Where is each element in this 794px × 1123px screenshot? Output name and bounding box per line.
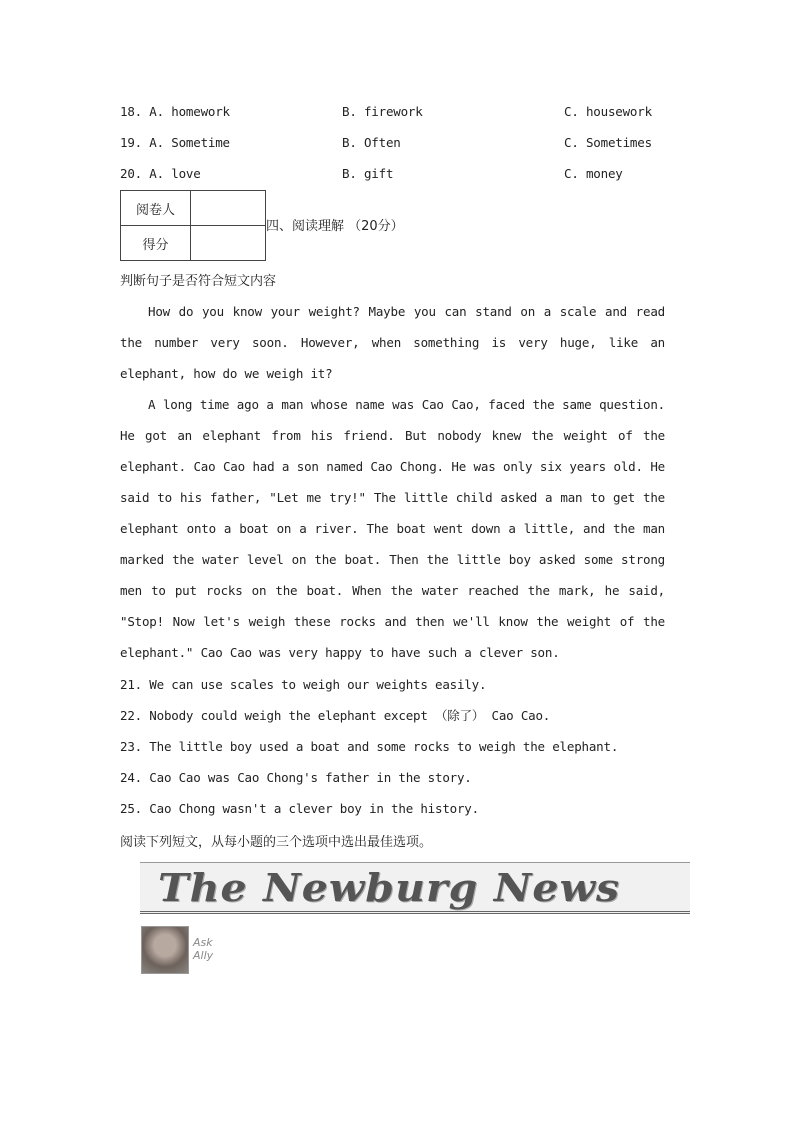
- ask-ally-label: [193, 936, 213, 962]
- option-18-c: C. housework: [564, 104, 652, 119]
- reviewer-label: 阅卷人: [121, 191, 191, 226]
- option-20-a: 20. A. love: [120, 166, 201, 181]
- reviewer-cell: [191, 191, 266, 226]
- ask-ally-line-1: Ask: [193, 936, 213, 949]
- question-23: 23. The little boy used a boat and some rocks to weigh the elephant.: [120, 739, 619, 754]
- option-20-b: B. gift: [342, 166, 394, 181]
- score-label: 得分: [121, 226, 191, 261]
- question-21: 21. We can use scales to weigh our weights easily.: [120, 677, 487, 692]
- question-25: 25. Cao Chong wasn't a clever boy in the history.: [120, 801, 479, 816]
- ally-avatar: [141, 926, 189, 974]
- score-cell: [191, 226, 266, 261]
- option-row-20: [120, 166, 680, 186]
- newspaper-title: The Newburg News: [158, 865, 621, 910]
- passage-paragraph-1: How do you know your weight? Maybe you can stand on a scale and read the number very soon. However, when something is very huge, like an elephant, how do we weigh it?: [120, 304, 665, 381]
- option-19-c: C. Sometimes: [564, 135, 652, 150]
- section-title: 四、阅读理解 （20分）: [266, 219, 404, 234]
- part2-instruction: 阅读下列短文，从每小题的三个选项中选出最佳选项。: [120, 835, 433, 850]
- passage-paragraph-2: A long time ago a man whose name was Cao Cao, faced the same question. He got an elephant from his friend. But nobody knew the weight of the elephant. Cao Cao had a son named Cao Chong. He was only six years old. He said to his father, "Let me try!" The little child asked a man to get the elephant onto a boat on a river. The boat went down a little, and the man marked the water level on the boat. Then the little boy asked some strong men to put rocks on the boat. When the water reached the mark, he said, "Stop! Now let's weigh these rocks and then we'll know the weight of the elephant." Cao Cao was very happy to have such a clever son.: [120, 397, 665, 660]
- option-19-a: 19. A. Sometime: [120, 135, 230, 150]
- newspaper-banner: [140, 862, 690, 914]
- question-22: 22. Nobody could weigh the elephant except （除了） Cao Cao.: [120, 708, 551, 723]
- option-18-b: B. firework: [342, 104, 423, 119]
- reading-passage: [120, 296, 665, 668]
- option-19-b: B. Often: [342, 135, 401, 150]
- score-table: [120, 190, 266, 261]
- option-row-18: [120, 104, 680, 124]
- question-24: 24. Cao Cao was Cao Chong's father in the story.: [120, 770, 472, 785]
- option-18-a: 18. A. homework: [120, 104, 230, 119]
- ask-ally-line-2: Ally: [193, 949, 214, 962]
- question-list: [120, 675, 618, 830]
- part1-instruction: 判断句子是否符合短文内容: [120, 274, 277, 289]
- option-20-c: C. money: [564, 166, 623, 181]
- option-row-19: [120, 135, 680, 155]
